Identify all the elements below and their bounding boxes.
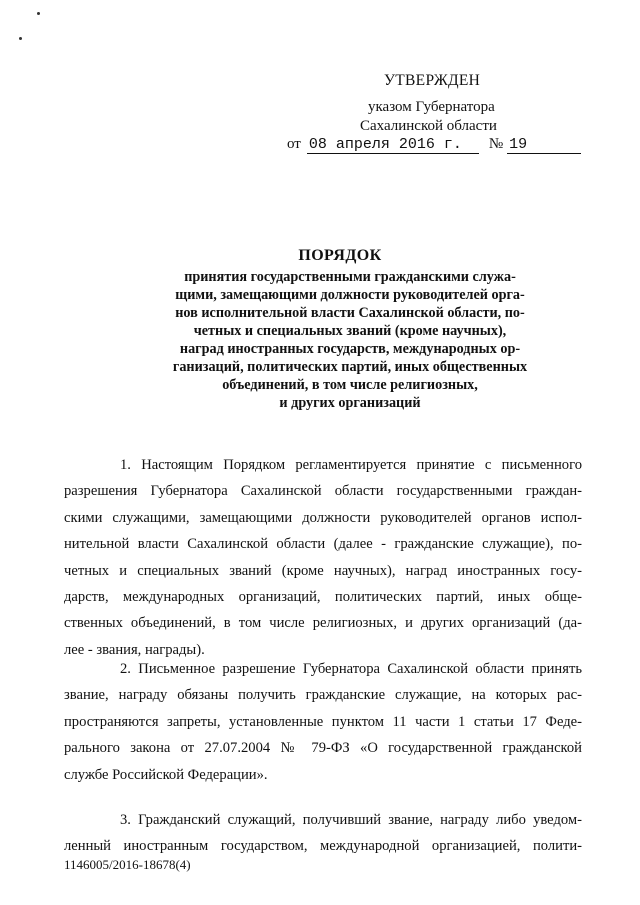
subtitle-line: щими, замещающими должности руководителей орга- <box>175 287 525 303</box>
paragraph-line: ленный иностранным государством, международной организацией, полити- <box>64 838 582 855</box>
scan-speck <box>37 12 40 15</box>
subtitle-line: наград иностранных государств, международных ор- <box>179 341 521 357</box>
document-code: 1146005/2016-18678(4) <box>64 857 191 872</box>
paragraph-line: 1. Настоящим Порядком регламентируется принятие с письменного <box>120 457 582 473</box>
subtitle-line: ганизаций, политических партий, иных общественных <box>172 359 528 375</box>
number-sign: № <box>488 136 504 152</box>
subtitle-line: объединений, в том числе религиозных, <box>222 377 478 393</box>
approval-number: 19 <box>507 136 581 154</box>
paragraph-line: 2. Письменное разрешение Губернатора Сахалинской области принять <box>120 661 582 677</box>
paragraph-line: пространяются запреты, установленные пунктом 11 части 1 статьи 17 Феде- <box>64 713 582 730</box>
subtitle-line: четных и специальных званий (кроме научных), <box>193 323 507 339</box>
scan-speck <box>19 37 22 40</box>
subtitle-line: нов исполнительной власти Сахалинской области, по- <box>175 305 525 321</box>
subtitle-line: принятия государственными гражданскими служа- <box>184 269 516 285</box>
paragraph-line: четных и специальных званий (кроме научных), наград иностранных госу- <box>64 562 582 579</box>
document-subtitle <box>130 268 570 412</box>
subtitle-line: и других организаций <box>279 395 421 411</box>
paragraph-line: ственных объединений, в том числе религиозных, и других организаций (да- <box>64 615 582 632</box>
paragraph-line: нительной власти Сахалинской области (далее - гражданские служащие), по- <box>64 536 582 553</box>
approval-title: УТВЕРЖДЕН <box>384 72 481 89</box>
paragraph-2 <box>64 656 582 788</box>
paragraph-line: разрешения Губернатора Сахалинской области государственными граждан- <box>64 483 582 500</box>
paragraph-line: звание, награду обязаны получить гражданские служащие, на которых рас- <box>64 687 582 704</box>
date-prefix: от <box>287 136 301 152</box>
paragraph-line: лее - звания, награды). <box>64 641 205 658</box>
paragraph-line: рального закона от 27.07.2004 № 79-ФЗ «О государственной гражданской <box>64 740 582 757</box>
paragraph-1 <box>64 452 582 663</box>
approval-date: 08 апреля 2016 г. <box>307 136 479 154</box>
approval-date-row <box>287 136 581 154</box>
paragraph-line: дарств, международных организаций, политических партий, иных обще- <box>64 589 582 606</box>
paragraph-line: службе Российской Федерации». <box>64 766 268 783</box>
document-title: ПОРЯДОК <box>298 247 382 264</box>
paragraph-line: скими служащими, замещающими должности руководителей органов испол- <box>64 509 582 526</box>
paragraph-line: 3. Гражданский служащий, получивший звание, награду либо уведом- <box>120 812 582 828</box>
approval-by-decree: указом Губернатора <box>368 99 495 115</box>
paragraph-3 <box>64 807 582 860</box>
approval-region: Сахалинской области <box>360 118 497 134</box>
